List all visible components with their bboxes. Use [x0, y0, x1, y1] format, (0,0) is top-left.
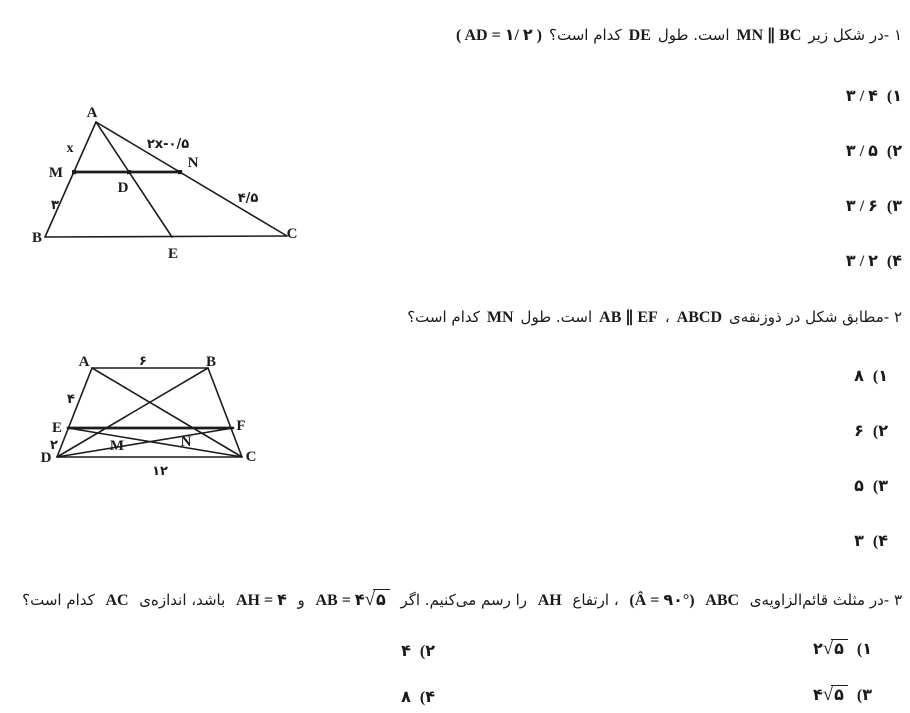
line-BC: [208, 368, 242, 457]
question-1-choice-3: [846, 197, 902, 217]
label-segment-AN: ۲x-۰/۵: [146, 137, 190, 152]
q3-right-angle: (Â = ۹۰°): [629, 592, 695, 609]
q3-mid-text-1: ، ارتفاع: [572, 591, 619, 609]
q3-ab-radicand: ۵: [373, 589, 390, 612]
question-2-choice-1: [854, 367, 888, 387]
choice-value: ۸: [401, 689, 411, 706]
question-3-choice-2: [401, 642, 435, 662]
radical-coefficient: ۴: [812, 687, 823, 704]
choice-marker: (۴: [886, 253, 902, 270]
choice-marker: (۱: [886, 88, 902, 105]
choice-value: [813, 639, 848, 660]
choice-value: ۶: [854, 423, 864, 440]
point-M: [72, 170, 76, 174]
q3-altitude-ah: AH: [537, 592, 562, 609]
q3-ab-equation: [315, 589, 389, 612]
choice-marker: (۱: [872, 368, 888, 385]
label-C: C: [245, 449, 257, 465]
choice-value: ۳: [854, 533, 864, 550]
figure-trapezoid: [36, 346, 271, 486]
question-2-choice-3: [854, 477, 888, 497]
label-segment-AM: x: [66, 141, 74, 156]
q1-mid-text: است. طول: [657, 26, 730, 44]
choice-value: ۵: [854, 478, 864, 495]
choice-marker: (۲: [419, 643, 435, 660]
label-F: F: [236, 418, 246, 434]
question-2-choice-4: [854, 532, 888, 552]
choice-marker: (۲: [886, 143, 902, 160]
choice-value: [813, 685, 848, 706]
point-N: [178, 170, 182, 174]
line-EC: [68, 428, 242, 457]
q1-parallel-statement: MN ∥ BC: [736, 27, 802, 44]
q3-conjunction: و: [297, 591, 305, 609]
label-D: D: [117, 180, 129, 196]
q3-triangle-name: ABC: [705, 592, 740, 609]
question-1-choice-4: [846, 252, 902, 272]
question-3-choice-1: [813, 639, 872, 660]
question-2-choice-2: [854, 422, 888, 442]
q2-parallel-statement: AB ∥ EF: [599, 309, 658, 326]
q3-mid-text-3: باشد، اندازه‌ی: [139, 591, 226, 609]
sqrt-icon: √: [822, 684, 834, 705]
choice-marker: (۱: [856, 641, 872, 658]
label-N: N: [187, 155, 199, 171]
choice-marker: (۳: [886, 198, 902, 215]
choice-marker: (۳: [856, 687, 872, 704]
label-A: A: [78, 354, 90, 370]
choice-value: ۳ / ۶: [845, 198, 878, 215]
q2-prefix: ۲ -مطابق شکل در ذوزنقه‌ی: [729, 308, 902, 326]
line-BC: [45, 236, 287, 237]
sqrt-icon: √: [822, 638, 834, 659]
sqrt-icon: √: [364, 589, 376, 610]
label-D: D: [40, 450, 52, 466]
label-side-AB: ۶: [139, 354, 147, 369]
label-A: A: [86, 105, 98, 121]
choice-value: ۸: [854, 368, 864, 385]
q2-mid-text: است. طول: [520, 308, 593, 326]
question-2-text: [407, 306, 902, 329]
question-3-choice-3: [813, 685, 872, 706]
q3-suffix: کدام است؟: [22, 591, 95, 609]
choice-value: ۳ / ۴: [845, 88, 878, 105]
q2-comma: ،: [664, 308, 670, 326]
choice-value: ۴: [401, 643, 411, 660]
choice-value: ۳ / ۵: [845, 143, 878, 160]
question-3-text: [22, 589, 902, 612]
question-1-text: [456, 24, 902, 47]
choice-marker: (۴: [872, 533, 888, 550]
q2-trapezoid-name: ABCD: [676, 309, 722, 326]
question-1-choice-2: [846, 142, 902, 162]
q3-ab-coefficient: AB = ۴: [315, 592, 365, 609]
choice-marker: (۴: [419, 689, 435, 706]
label-segment-AE: ۴: [67, 392, 75, 407]
label-E: E: [51, 420, 63, 436]
q1-suffix: کدام است؟: [549, 26, 622, 44]
q2-suffix: کدام است؟: [407, 308, 480, 326]
label-N: N: [180, 434, 192, 450]
point-D: [127, 170, 131, 174]
line-DF: [57, 428, 233, 457]
label-B: B: [205, 354, 217, 370]
choice-marker: (۳: [872, 478, 888, 495]
choice-value: ۳ / ۲: [845, 253, 878, 270]
q3-mid-text-2: را رسم می‌کنیم. اگر: [400, 591, 528, 609]
label-M: M: [109, 438, 125, 454]
line-AC: [96, 122, 287, 236]
choice-marker: (۲: [872, 423, 888, 440]
label-C: C: [286, 226, 298, 242]
label-segment-NC: ۴/۵: [237, 191, 259, 206]
radical-coefficient: ۲: [812, 641, 823, 658]
label-E: E: [167, 246, 179, 262]
q3-ah-equation: AH = ۴: [235, 592, 287, 609]
q1-prefix: ۱ -در شکل زیر: [808, 26, 902, 44]
q3-segment-ac: AC: [105, 592, 129, 609]
radicand: ۵: [831, 685, 848, 706]
radicand: ۵: [831, 639, 848, 660]
label-M: M: [48, 165, 64, 181]
label-segment-MB: ۳: [51, 198, 59, 213]
question-3-choice-4: [401, 688, 435, 708]
label-side-DC: ۱۲: [152, 464, 168, 479]
q1-segment-de: DE: [628, 27, 651, 44]
q2-segment-mn: MN: [486, 309, 514, 326]
q3-prefix: ۳ -در مثلث قائم‌الزاویه‌ی: [749, 591, 902, 609]
figure-triangle: [30, 95, 315, 267]
line-AD: [57, 368, 92, 457]
question-1-choice-1: [846, 87, 902, 107]
label-B: B: [31, 230, 43, 246]
label-segment-ED: ۲: [50, 438, 58, 453]
q1-given-value: ( AD = ۱/ ۲ ): [456, 27, 542, 44]
